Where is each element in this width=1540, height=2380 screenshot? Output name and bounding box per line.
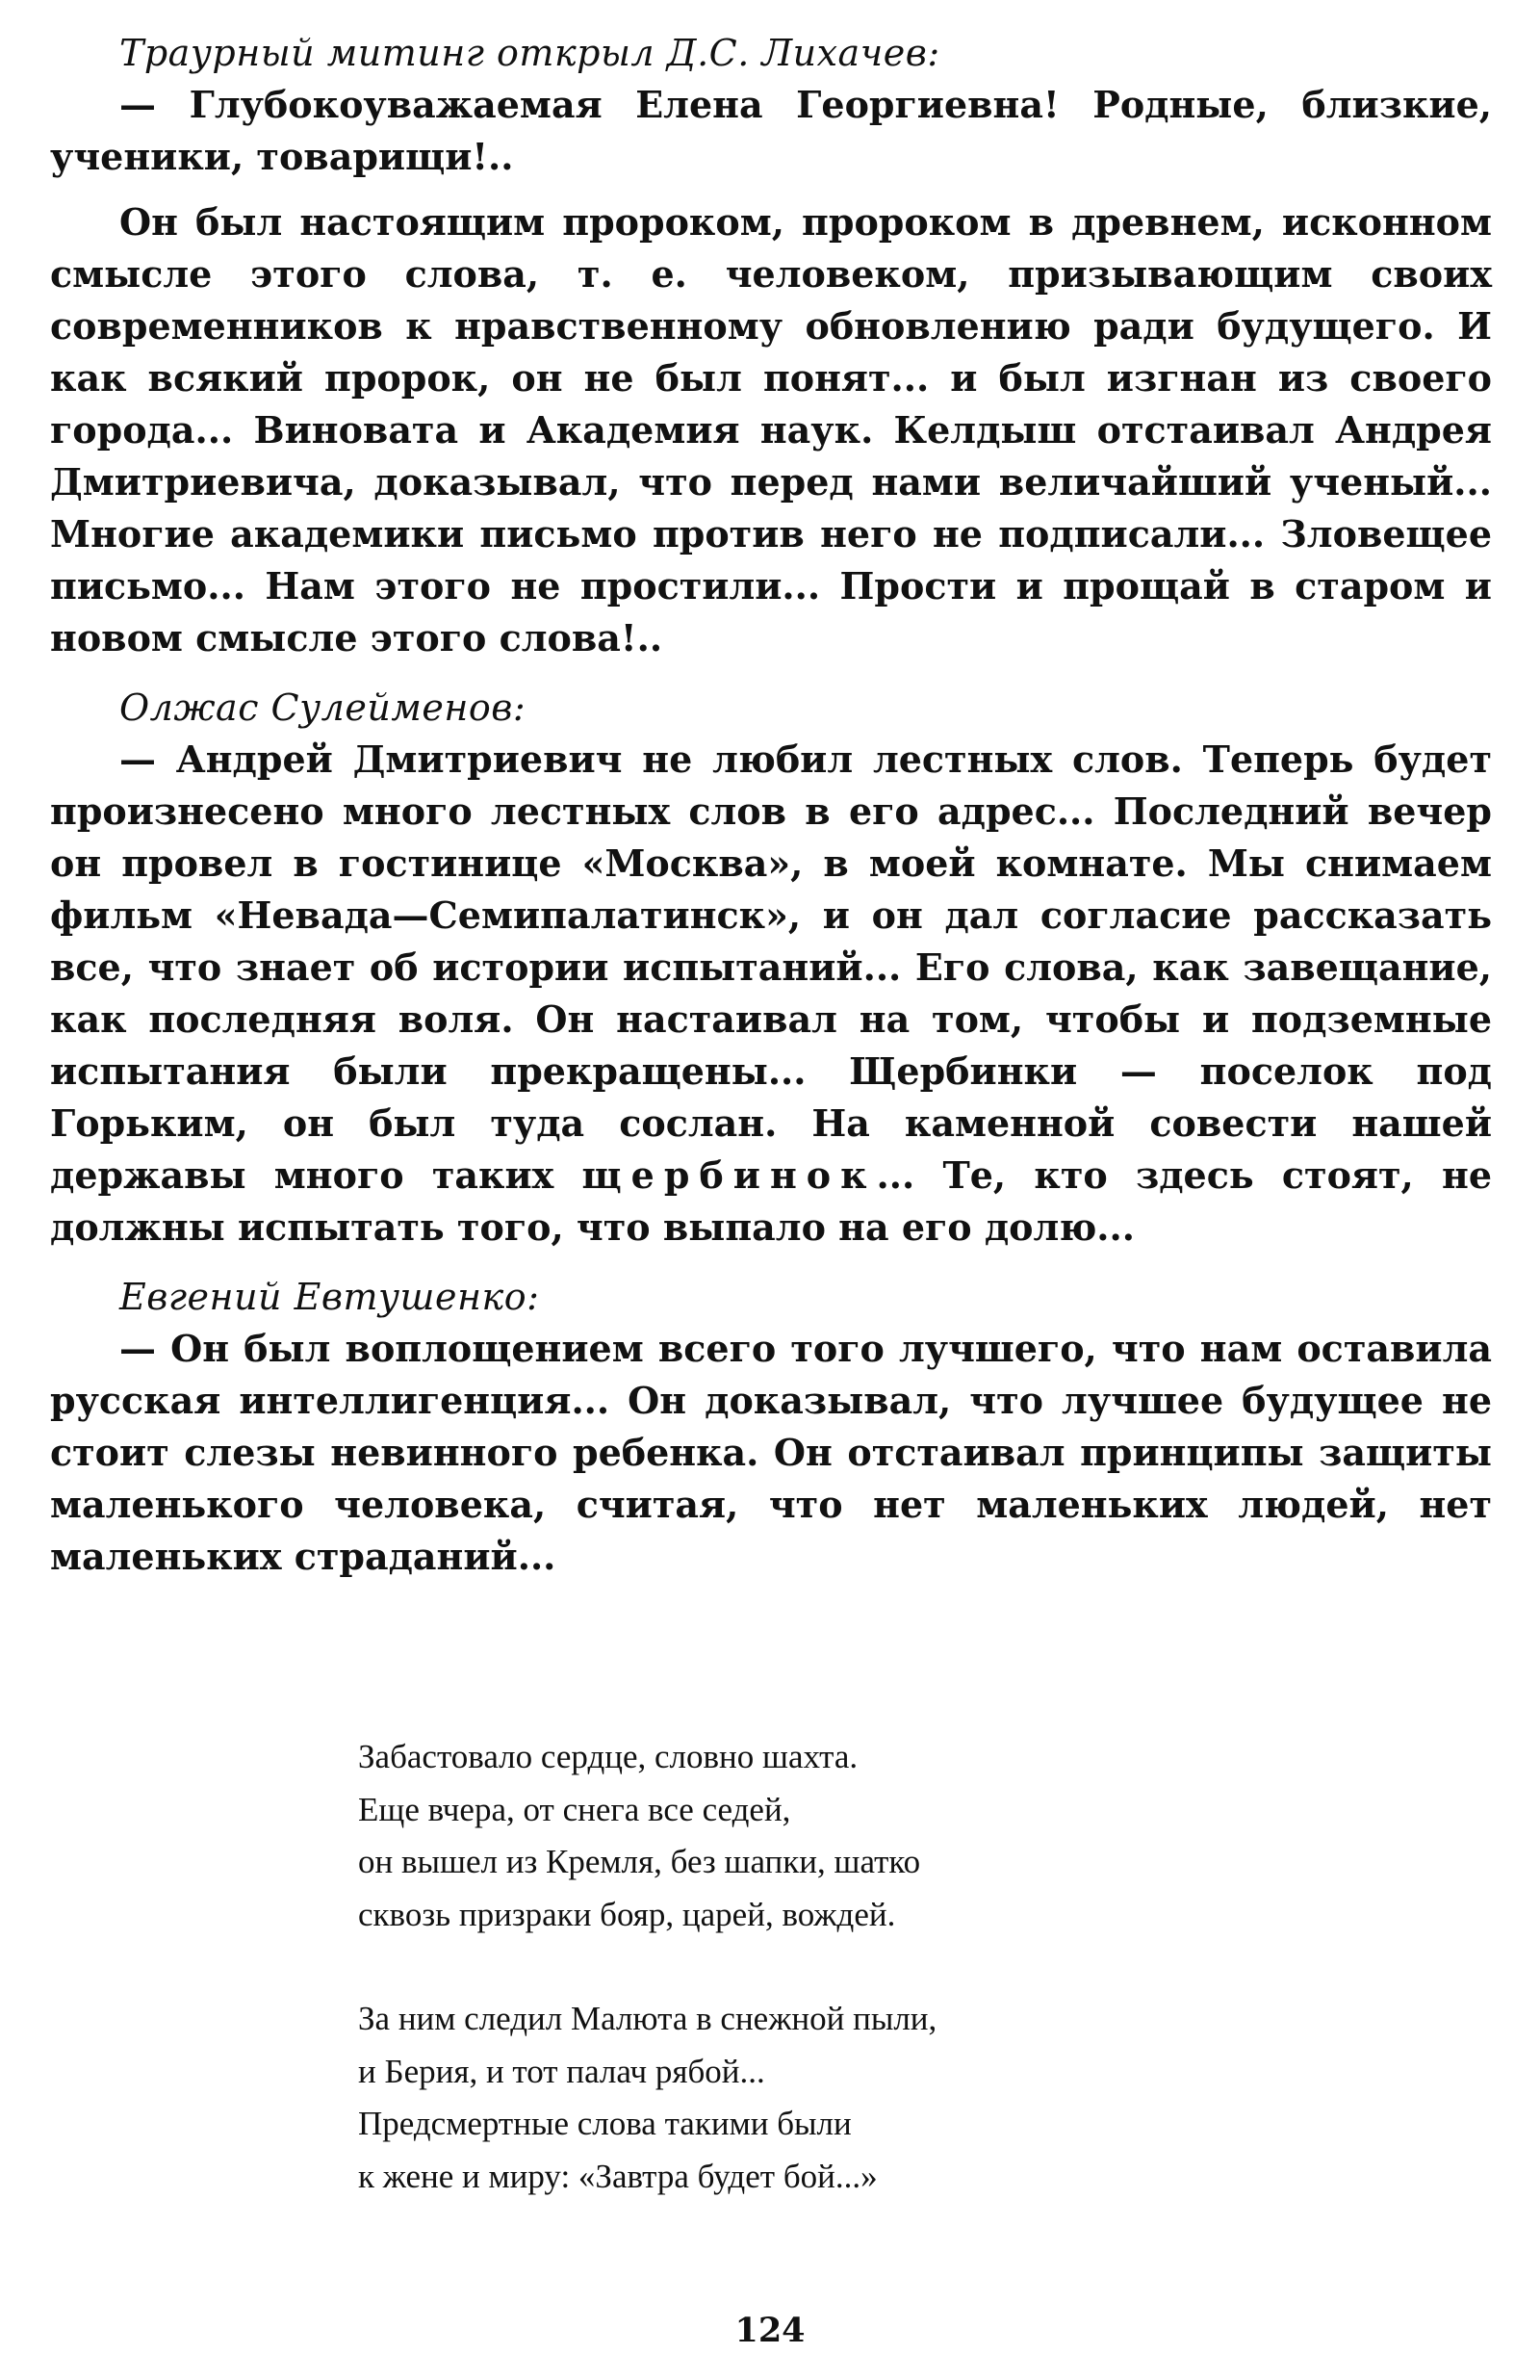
poem-line: Предсмертные слова такими были [358,2105,852,2142]
poem-line: сквозь призраки бояр, царей, вождей. [358,1895,896,1933]
page-body [50,27,1492,1583]
suleimenov-speech-part2: ... Те, кто здесь стоят, не должны испытать того, что выпало на его долю... [50,1153,1493,1249]
page-number: 124 [734,2311,806,2350]
suleimenov-speech [50,734,1492,1254]
poem-line: Еще вчера, от снега все седей, [358,1790,791,1828]
poem-line: Забастовало сердце, словно шахта. [358,1738,859,1775]
poem-stanza-2 [358,1993,937,2203]
poem-stanza-1 [358,1731,937,1941]
suleimenov-speech-part1: — Андрей Дмитриевич не любил лестных слов. Теперь будет произнесено много лестных слов в его адрес... Последний вечер он провел в гостинице «Москва», в моей комнате. Мы снимаем фильм «Невада—Семипалатинск», и он дал согласие рассказать все, что знает об истории испытаний... Его слова, как завещание, как последняя воля. Он настаивал на том, чтобы и подземные испытания были прекращены... Щербинки — поселок под Горьким, он был туда сослан. На каменной совести нашей державы много таких [50,737,1492,1197]
yevtushenko-speech: — Он был воплощением всего того лучшего, что нам оставила русская интеллигенция... Он доказывал, что лучшее будущее не стоит слезы невинного ребенка. Он отстаивал принципы защиты маленького человека, считая, что нет маленьких людей, нет маленьких страданий... [50,1327,1492,1578]
spaced-word: щербинок [581,1153,877,1197]
poem-line: к жене и миру: «Завтра будет бой...» [358,2157,878,2195]
poem-line: За ним следил Малюта в снежной пыли, [358,2000,937,2037]
poem [358,1731,937,2255]
likhachev-address: — Глубокоуважаемая Елена Георгиевна! Родные, близкие, ученики, товарищи!.. [50,83,1492,178]
likhachev-speech: Он был настоящим пророком, пророком в древнем, исконном смысле этого слова, т. е. человеком, призывающим своих современников к нравственному обновлению ради будущего. И как всякий пророк, он не был понят... и был изгнан из своего города... Виновата и Академия наук. Келдыш отстаивал Андрея Дмитриевича, доказывал, что перед нами величайший ученый... Многие академики письмо против него не подписали... Зловещее письмо... Нам этого не простили... Прости и прощай в старом и новом смысле этого слова!.. [50,200,1492,660]
speaker-yevtushenko: Евгений Евтушенко: [119,1276,540,1318]
poem-line: он вышел из Кремля, без шапки, шатко [358,1843,921,1880]
speaker-likhachev: Траурный митинг открыл Д.С. Лихачев: [119,32,940,74]
poem-line: и Берия, и тот палач рябой... [358,2052,765,2090]
speaker-suleimenov: Олжас Сулейменов: [119,686,526,729]
